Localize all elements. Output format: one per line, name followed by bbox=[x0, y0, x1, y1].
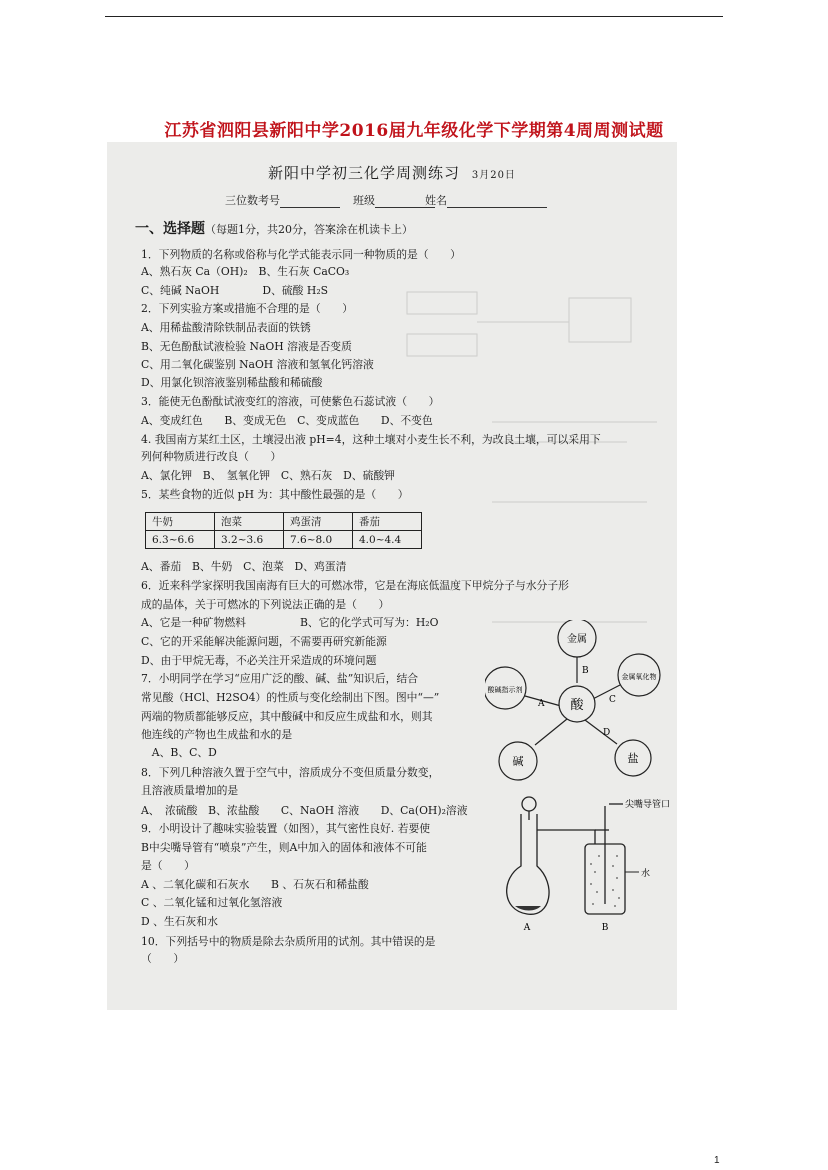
table-header-cell: 泡菜 bbox=[215, 513, 284, 531]
question-line: 3．能使无色酚酞试液变红的溶液，可使紫色石蕊试液（ ） bbox=[141, 395, 440, 408]
bottle-label: B bbox=[601, 923, 609, 933]
exam-number-field bbox=[225, 192, 340, 208]
table-cell: 6.3~6.6 bbox=[146, 531, 215, 549]
diagram-center: 酸 bbox=[570, 698, 584, 713]
exam-number-label: 三位数考号 bbox=[225, 194, 280, 207]
question-line: A、氯化钾 B、 氢氧化钾 C、熟石灰 D、硫酸钾 bbox=[141, 469, 395, 482]
table-cell: 7.6~8.0 bbox=[284, 531, 353, 549]
question-line: A、番茄 B、牛奶 C、泡菜 D、鸡蛋清 bbox=[141, 560, 347, 573]
question-line: C、用二氧化碳鉴别 NaOH 溶液和氢氧化钙溶液 bbox=[141, 358, 374, 371]
question-line: D、用氯化钡溶液鉴别稀盐酸和稀硫酸 bbox=[141, 376, 323, 389]
fountain-apparatus bbox=[491, 794, 671, 942]
water-label: 水 bbox=[641, 869, 651, 879]
diagram-node-indicator: 酸碱指示剂 bbox=[487, 686, 523, 694]
class-label: 班级 bbox=[353, 194, 375, 207]
exam-number-blank bbox=[280, 197, 340, 208]
question-line: 6．近来科学家探明我国南海有巨大的可燃冰带，它是在海底低温度下甲烷分子与水分子形 bbox=[141, 579, 569, 592]
question-line: 常见酸（HCl、H2SO4）的性质与变化绘制出下图。图中“—” bbox=[141, 691, 440, 704]
table-cell: 4.0~4.4 bbox=[353, 531, 422, 549]
table-row bbox=[146, 513, 422, 531]
name-field bbox=[425, 192, 547, 208]
table-cell: 3.2~3.6 bbox=[215, 531, 284, 549]
section-heading bbox=[135, 218, 413, 238]
question-line: D、由于甲烷无毒，不必关注开采造成的环境问题 bbox=[141, 654, 377, 667]
question-line: 10．下列括号中的物质是除去杂质所用的试剂。其中错误的是 bbox=[141, 935, 436, 948]
question-line: A 、二氧化碳和石灰水 B 、石灰石和稀盐酸 bbox=[141, 878, 369, 891]
table-row bbox=[146, 531, 422, 549]
acid-property-diagram bbox=[485, 620, 665, 785]
question-line: A、变成红色 B、变成无色 C、变成蓝色 D、不变色 bbox=[141, 414, 433, 427]
section-note: （每题1分，共20分，答案涂在机读卡上） bbox=[205, 223, 413, 236]
diagram-node-metal-oxide: 金属氧化物 bbox=[621, 673, 657, 681]
question-line: C、纯碱 NaOH D、硫酸 H₂S bbox=[141, 284, 329, 297]
table-header-cell: 牛奶 bbox=[146, 513, 215, 531]
question-line: C 、二氧化锰和过氧化氢溶液 bbox=[141, 896, 283, 909]
diagram-letter-a: A bbox=[538, 699, 545, 709]
question-line: 4. 我国南方某红土区，土壤浸出液 pH=4，这种土壤对小麦生长不利，为改良土壤，可以采用下 bbox=[141, 433, 601, 446]
document-title: 江苏省泗阳县新阳中学2016届九年级化学下学期第4周周测试题 bbox=[164, 121, 664, 141]
question-line: B中尖嘴导管有“喷泉”产生，则A中加入的固体和液体不可能 bbox=[141, 841, 427, 854]
question-line: B、无色酚酞试液检验 NaOH 溶液是否变质 bbox=[141, 340, 352, 353]
header-rule bbox=[105, 16, 723, 17]
question-line: 他连线的产物也生成盐和水的是 bbox=[141, 728, 293, 741]
diagram-letter-c: C bbox=[609, 695, 616, 705]
diagram-letter-b: B bbox=[582, 666, 589, 676]
page-number: 1 bbox=[714, 1155, 720, 1166]
diagram-letter-d: D bbox=[603, 728, 611, 738]
section-title: 一、选择题 bbox=[135, 221, 205, 237]
question-line: 5．某些食物的近似 pH 为：其中酸性最强的是（ ） bbox=[141, 488, 409, 501]
question-line: D 、生石灰和水 bbox=[141, 915, 218, 928]
question-line: 是（ ） bbox=[141, 859, 195, 872]
table-header-cell: 番茄 bbox=[353, 513, 422, 531]
question-line: 8．下列几种溶液久置于空气中，溶质成分不变但质量分数变， bbox=[141, 766, 440, 779]
question-line: A、用稀盐酸清除铁制品表面的铁锈 bbox=[141, 321, 311, 334]
name-blank bbox=[447, 197, 547, 208]
question-line: 9．小明设计了趣味实验装置（如图），其气密性良好. 若要使 bbox=[141, 822, 431, 835]
question-line: A、 浓硫酸 B、浓盐酸 C、NaOH 溶液 D、Ca(OH)₂溶液 bbox=[141, 804, 468, 817]
question-line: A、B、C、D bbox=[141, 746, 217, 759]
question-line: 且溶液质量增加的是 bbox=[141, 784, 239, 797]
flask-label: A bbox=[523, 923, 531, 933]
question-line: C、它的开采能解决能源问题，不需要再研究新能源 bbox=[141, 635, 387, 648]
diagram-node-metal: 金属 bbox=[567, 634, 587, 645]
question-line: （ ） bbox=[141, 952, 185, 965]
question-line: 1．下列物质的名称或俗称与化学式能表示同一种物质的是（ ） bbox=[141, 248, 461, 261]
diagram-node-base: 碱 bbox=[512, 755, 524, 768]
sheet-title-text: 新阳中学初三化学周测练习 bbox=[268, 164, 461, 182]
tube-label: 尖嘴导管口 bbox=[625, 800, 671, 810]
question-line: 成的晶体，关于可燃冰的下列说法正确的是（ ） bbox=[141, 598, 390, 611]
question-line: 2．下列实验方案或措施不合理的是（ ） bbox=[141, 302, 354, 315]
question-line: A、它是一种矿物燃料 B、它的化学式可写为：H₂O bbox=[141, 616, 439, 629]
sheet-title bbox=[107, 162, 677, 183]
question-line: 两端的物质都能够反应，其中酸碱中和反应生成盐和水，则其 bbox=[141, 710, 433, 723]
question-line: 7．小明同学在学习“应用广泛的酸、碱、盐”知识后，结合 bbox=[141, 672, 419, 685]
diagram-node-salt: 盐 bbox=[627, 752, 639, 765]
table-header-cell: 鸡蛋清 bbox=[284, 513, 353, 531]
scanned-exam-sheet bbox=[107, 142, 677, 1010]
name-label: 姓名 bbox=[425, 194, 447, 207]
question-line: 列何种物质进行改良（ ） bbox=[141, 450, 282, 463]
flask-content bbox=[515, 906, 541, 911]
question-line: A、熟石灰 Ca（OH)₂ B、生石灰 CaCO₃ bbox=[141, 265, 350, 278]
sheet-date: 3月20日 bbox=[471, 170, 516, 181]
class-field bbox=[353, 192, 435, 208]
food-ph-table bbox=[145, 512, 422, 549]
